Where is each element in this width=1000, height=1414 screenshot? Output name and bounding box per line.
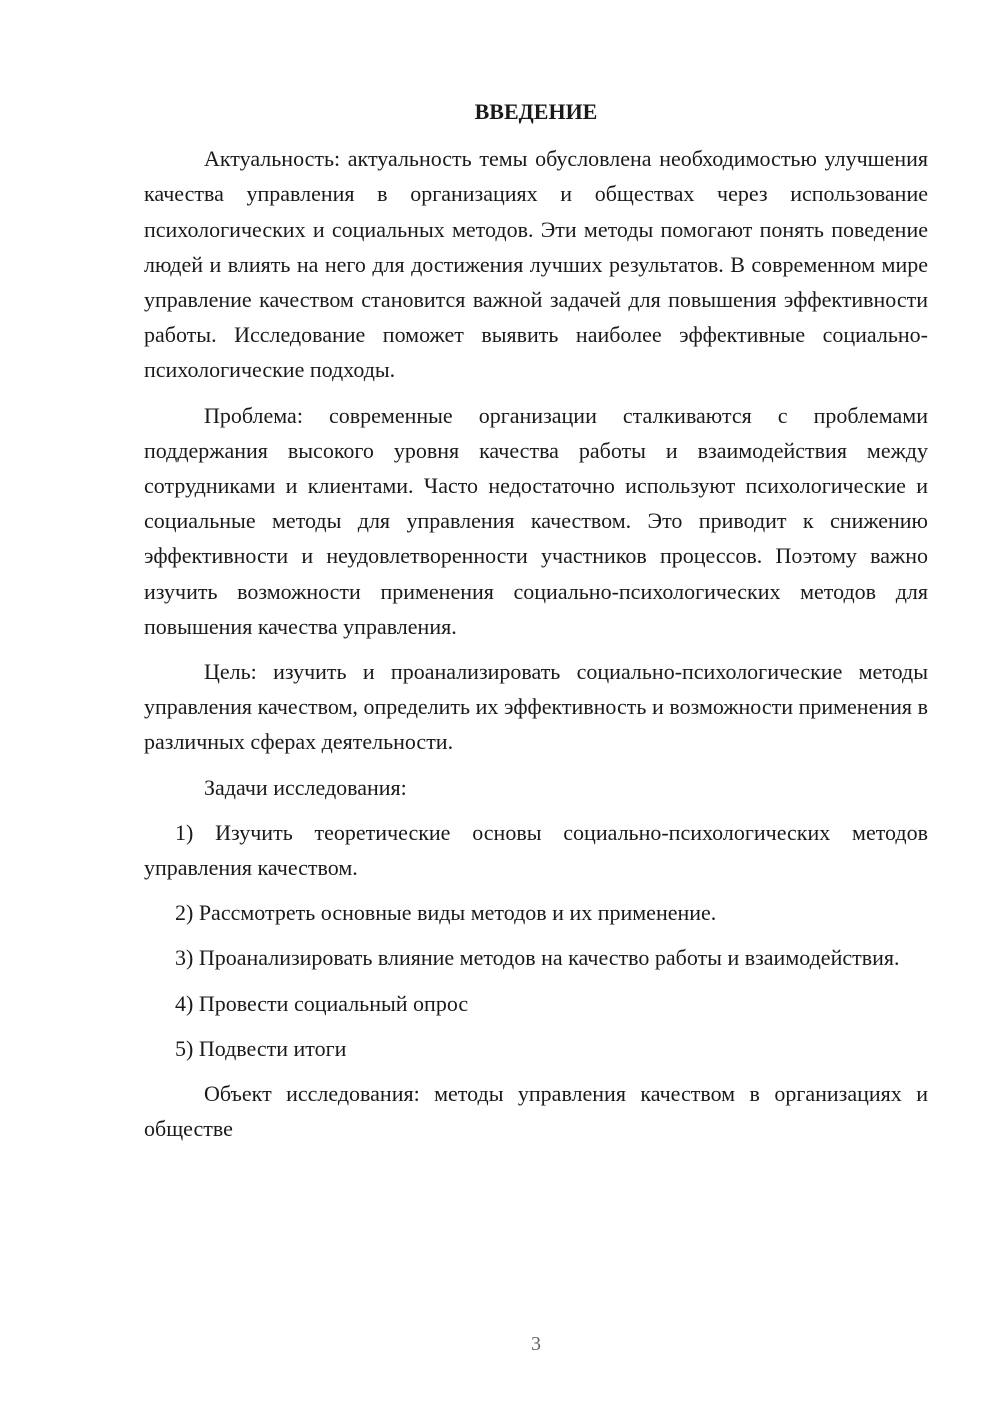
page-number: 3 bbox=[531, 1333, 541, 1355]
task-item-2: 2) Рассмотреть основные виды методов и их применение. bbox=[175, 900, 717, 926]
task-item-1: 1) Изучить теоретические основы социально-психологических методов управления качеством. bbox=[144, 819, 928, 881]
paragraph-object: Объект исследования: методы управления качеством в организациях и обществе bbox=[144, 1081, 928, 1142]
task-item-3: 3) Проанализировать влияние методов на качество работы и взаимодействия. bbox=[175, 945, 900, 971]
task-item-5: 5) Подвести итоги bbox=[175, 1035, 347, 1061]
paragraph-goal: Цель: изучить и проанализировать социально-психологические методы управления качеством, определить их эффективность и возможности применения в различных сферах деятельности. bbox=[144, 659, 928, 755]
tasks-heading: Задачи исследования: bbox=[204, 774, 407, 800]
paragraph-relevance: Актуальность: актуальность темы обусловлена необходимостью улучшения качества управления в организациях и обществах через использование психологических и социальных методов. Эти методы помогают понять поведение людей и влиять на него для достижения лучших результатов. В современном мире управление качеством становится важной задачей для повышения эффективности работы. Исследование поможет выявить наиболее эффективные социально-психологические подходы. bbox=[144, 146, 928, 383]
paragraph-problem: Проблема: современные организации сталкиваются с проблемами поддержания высокого уровня качества работы и взаимодействия между сотрудниками и клиентами. Часто недостаточно используют психологические и социальные методы для управления качеством. Это приводит к снижению эффективности и неудовлетворенности участников процессов. Поэтому важно изучить возможности применения социально-психологических методов для повышения качества управления. bbox=[144, 402, 928, 639]
page-content bbox=[144, 94, 928, 1156]
section-title: ВВЕДЕНИЕ bbox=[474, 99, 598, 124]
task-item-4: 4) Провести социальный опрос bbox=[175, 990, 469, 1016]
